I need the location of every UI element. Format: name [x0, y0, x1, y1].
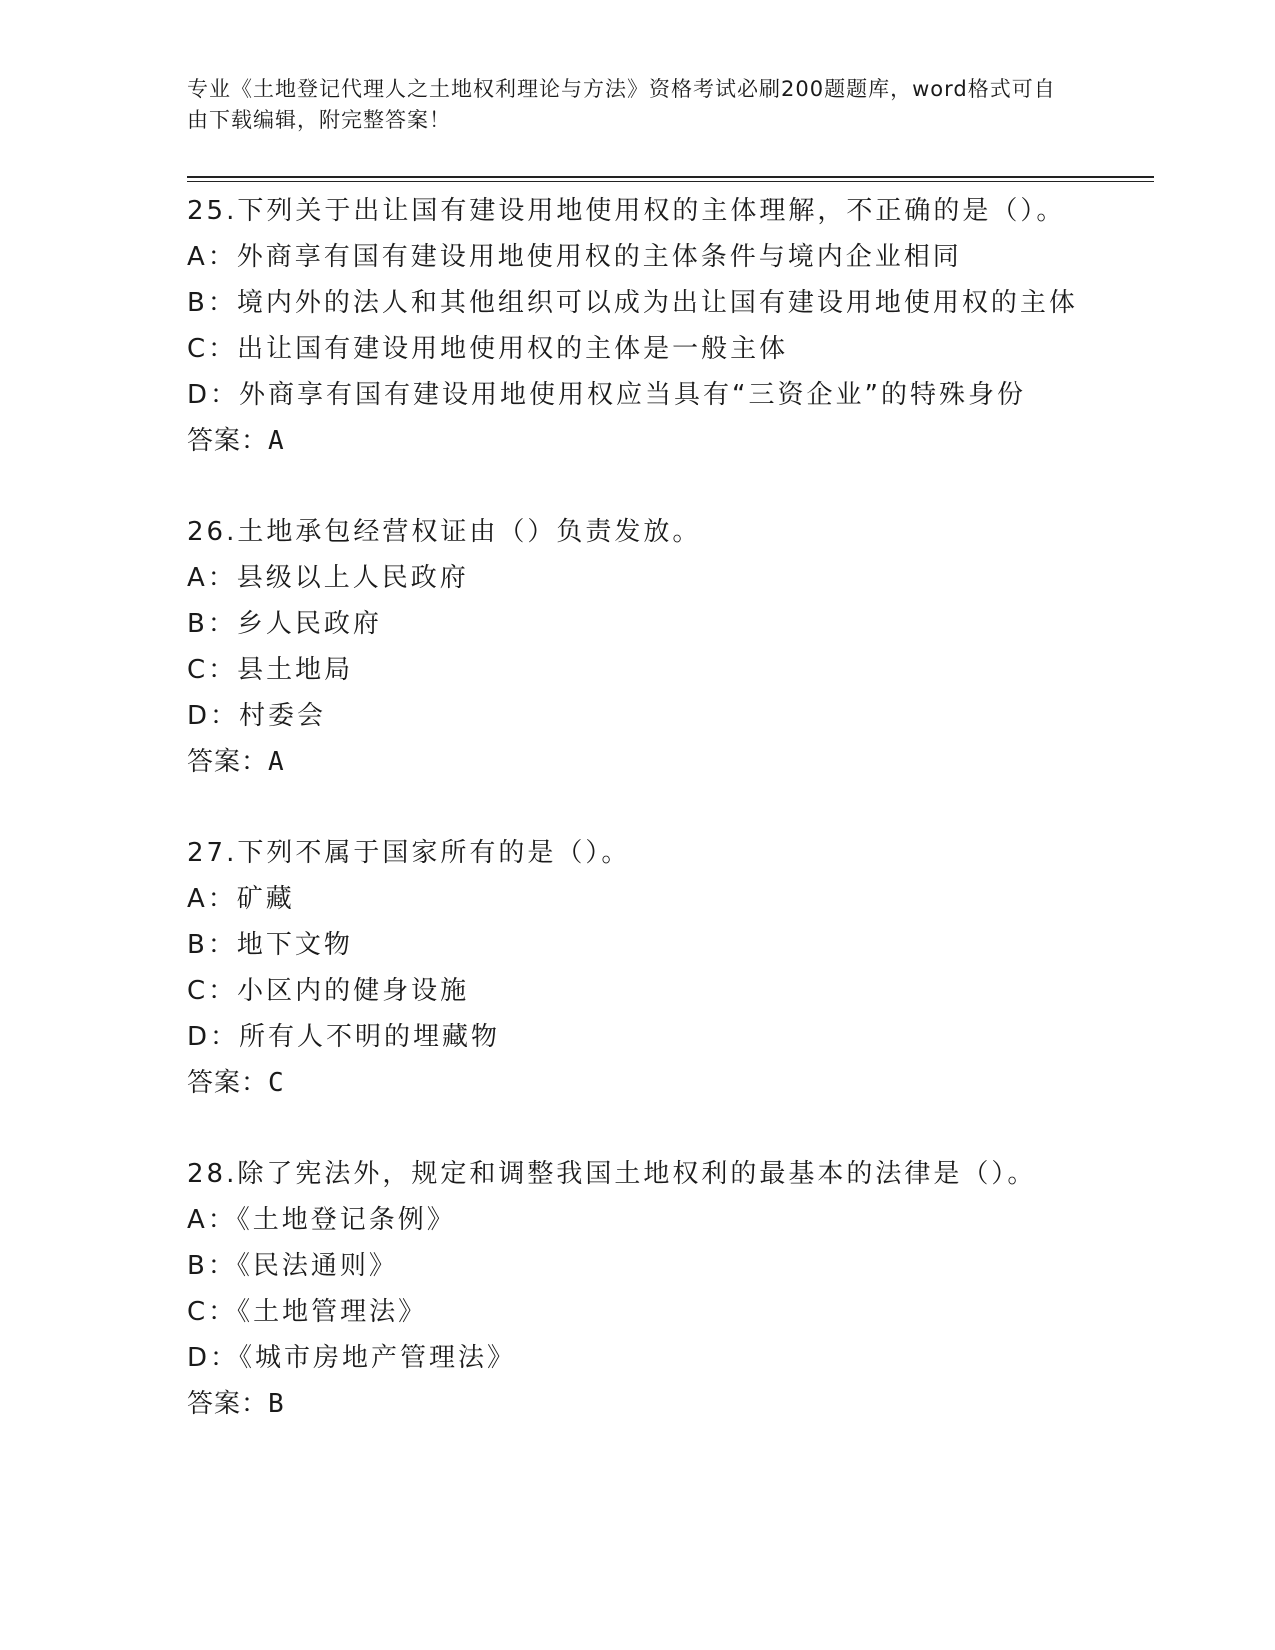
option-a: A：矿藏	[187, 884, 295, 914]
option-d: D：《城市房地产管理法》	[187, 1343, 517, 1373]
option-a: A：县级以上人民政府	[187, 563, 469, 593]
answer-value: B	[268, 1389, 285, 1419]
answer-line	[187, 418, 1147, 464]
option-b: B：境内外的法人和其他组织可以成为出让国有建设用地使用权的主体	[187, 288, 1078, 318]
answer-label: 答案：	[187, 747, 269, 777]
option-a: A：外商享有国有建设用地使用权的主体条件与境内企业相同	[187, 242, 962, 272]
answer-line	[187, 739, 1147, 785]
question-stem: 26.土地承包经营权证由（）负责发放。	[187, 517, 702, 547]
answer-value: A	[268, 747, 285, 777]
question-stem: 28.除了宪法外，规定和调整我国土地权利的最基本的法律是（）。	[187, 1159, 1037, 1189]
option-b: B：乡人民政府	[187, 609, 382, 639]
question-27	[187, 830, 1147, 1106]
question-25	[187, 188, 1147, 464]
question-28	[187, 1151, 1147, 1427]
question-26	[187, 509, 1147, 785]
answer-line	[187, 1060, 1147, 1106]
option-b: B：地下文物	[187, 930, 353, 960]
answer-label: 答案：	[187, 1389, 269, 1419]
header-divider-thin	[187, 181, 1154, 182]
option-d: D：所有人不明的埋藏物	[187, 1022, 501, 1052]
question-stem: 27.下列不属于国家所有的是（）。	[187, 838, 631, 868]
option-a: A：《土地登记条例》	[187, 1205, 456, 1235]
option-c: C：县土地局	[187, 655, 354, 685]
option-d: D：村委会	[187, 701, 327, 731]
answer-value: A	[268, 426, 285, 456]
option-c: C：出让国有建设用地使用权的主体是一般主体	[187, 334, 789, 364]
option-d: D：外商享有国有建设用地使用权应当具有“三资企业”的特殊身份	[187, 380, 1026, 410]
document-header: 专业《土地登记代理人之土地权利理论与方法》资格考试必刷200题题库，word格式可自由下载编辑，附完整答案！	[187, 77, 1056, 132]
question-list	[187, 188, 1147, 1472]
option-c: C：《土地管理法》	[187, 1297, 428, 1327]
question-stem: 25.下列关于出让国有建设用地使用权的主体理解，不正确的是（）。	[187, 196, 1066, 226]
option-c: C：小区内的健身设施	[187, 976, 470, 1006]
answer-line	[187, 1381, 1147, 1427]
answer-value: C	[268, 1068, 285, 1098]
answer-label: 答案：	[187, 426, 269, 456]
header-divider-thick	[187, 176, 1154, 178]
option-b: B：《民法通则》	[187, 1251, 398, 1281]
answer-label: 答案：	[187, 1068, 269, 1098]
